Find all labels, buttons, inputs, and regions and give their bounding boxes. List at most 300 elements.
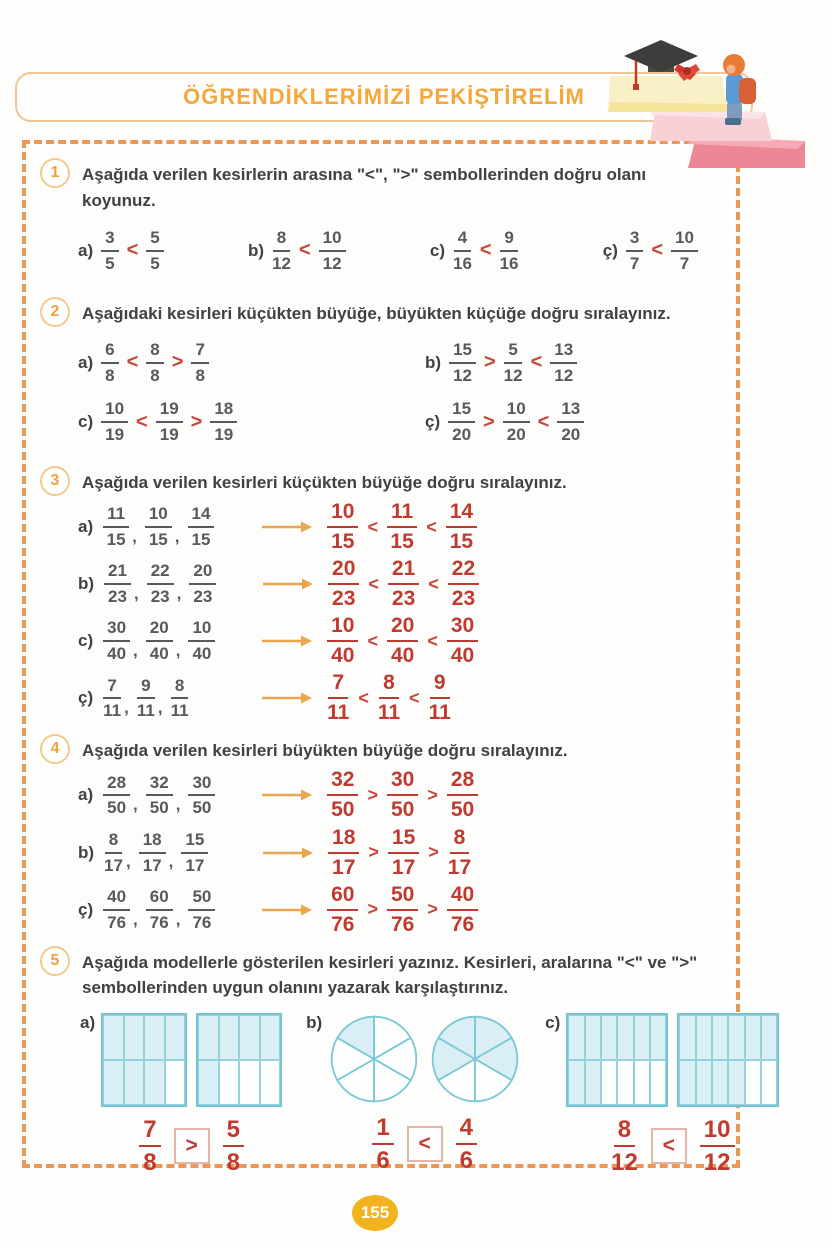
fraction <box>146 341 163 385</box>
fraction <box>223 1117 244 1175</box>
grid-fraction-model <box>196 1013 282 1107</box>
model-cell <box>728 1015 744 1060</box>
fraction <box>189 562 216 606</box>
fraction <box>429 672 451 724</box>
model-cell <box>568 1015 584 1060</box>
numerator: 21 <box>388 558 419 585</box>
model-cell <box>650 1015 666 1060</box>
denominator: 8 <box>150 365 160 385</box>
page-number-badge <box>352 1195 398 1231</box>
exercise-item <box>78 341 395 385</box>
numerator: 10 <box>671 229 698 252</box>
denominator: 15 <box>106 530 126 550</box>
numerator: 22 <box>448 558 479 585</box>
exercise-3-header <box>40 466 722 496</box>
denominator: 23 <box>108 587 127 607</box>
fraction <box>387 769 418 821</box>
fraction <box>101 400 128 444</box>
numerator: 7 <box>191 341 208 364</box>
fraction <box>504 341 523 385</box>
denominator: 11 <box>103 701 122 721</box>
fraction <box>387 501 417 553</box>
numerator: 3 <box>626 229 643 252</box>
denominator: 50 <box>149 798 169 818</box>
numerator: 30 <box>387 769 418 796</box>
numerator: 11 <box>387 501 417 528</box>
denominator: 11 <box>327 701 350 725</box>
fraction <box>448 400 475 444</box>
exercise-item <box>603 229 698 273</box>
comparison-row <box>101 1117 282 1175</box>
denominator: 6 <box>376 1146 390 1174</box>
denominator: 8 <box>226 1148 240 1176</box>
answer-box: < <box>407 1126 443 1162</box>
exercise-item <box>78 769 722 821</box>
grid-fraction-model <box>677 1013 779 1107</box>
fraction <box>328 827 359 879</box>
item-label: c) <box>78 631 94 651</box>
exercise-instruction: Aşağıda verilen kesirlerin arasına "<", ">" sembollerinden doğru olanı koyunuz. <box>82 165 647 210</box>
model-cell <box>634 1060 650 1105</box>
fraction <box>447 769 478 821</box>
numerator: 20 <box>387 615 418 642</box>
fraction <box>103 505 129 549</box>
denominator: 5 <box>150 253 160 273</box>
numerator: 32 <box>327 769 358 796</box>
numerator: 13 <box>550 341 577 364</box>
model-cell <box>679 1060 695 1105</box>
numerator: 7 <box>328 672 348 699</box>
fraction <box>327 501 358 553</box>
fraction <box>446 501 477 553</box>
exercise-item <box>78 615 722 667</box>
model-cell <box>634 1015 650 1060</box>
model-group <box>306 1013 521 1173</box>
denominator: 8 <box>105 365 115 385</box>
comma: , <box>133 641 138 661</box>
comma: , <box>132 526 137 546</box>
denominator: 76 <box>331 912 355 936</box>
denominator: 17 <box>332 855 356 879</box>
fraction <box>171 677 189 721</box>
exercise-4 <box>40 734 722 935</box>
denominator: 17 <box>447 855 472 879</box>
denominator: 11 <box>170 701 189 721</box>
given-fractions <box>104 831 262 875</box>
exercise-3-items <box>40 501 722 724</box>
arrow-icon <box>262 846 314 860</box>
given-fractions <box>103 677 261 721</box>
numerator: 9 <box>137 677 154 700</box>
comparison-symbol: < <box>479 239 492 262</box>
exercise-instruction: Aşağıda modellerle gösterilen kesirleri yazınız. Kesirleri, aralarına "<" ve ">" sembollerinden uygun olanını yazarak karşılaştırınız. <box>82 952 698 998</box>
comma: , <box>175 909 181 929</box>
model-group <box>80 1013 282 1175</box>
arrow-icon <box>261 788 313 802</box>
answer-box: > <box>174 1128 210 1164</box>
model-cell <box>239 1015 260 1060</box>
numerator: 7 <box>139 1117 160 1147</box>
denominator: 15 <box>191 530 211 550</box>
fraction <box>700 1117 735 1175</box>
model-cell <box>103 1015 124 1060</box>
comparison-symbol: < <box>426 516 437 537</box>
exercise-item <box>395 341 712 385</box>
item-label: a) <box>78 785 94 805</box>
model-cell <box>585 1015 601 1060</box>
exercise-2 <box>40 297 722 456</box>
comma: , <box>176 584 182 604</box>
student-books-illustration <box>600 18 810 168</box>
fraction <box>147 562 174 606</box>
fraction <box>103 677 121 721</box>
numerator: 10 <box>327 615 358 642</box>
numerator: 8 <box>379 672 399 699</box>
model-cell <box>617 1015 633 1060</box>
fraction <box>319 229 346 273</box>
comparison-symbol: > <box>483 410 495 433</box>
answer-fractions <box>327 884 478 936</box>
numerator: 11 <box>103 505 129 528</box>
numerator: 18 <box>139 831 166 854</box>
model-cell <box>761 1060 777 1105</box>
fraction <box>145 505 172 549</box>
exercise-5-items <box>40 1005 731 1176</box>
denominator: 40 <box>149 644 169 664</box>
model-cell <box>601 1060 617 1105</box>
fraction <box>671 229 698 273</box>
comparison-symbol: > <box>427 899 438 920</box>
comparison-symbol: < <box>530 351 543 374</box>
comparison-symbol: < <box>126 351 139 374</box>
model-inner <box>328 1013 521 1173</box>
model-inner <box>101 1013 282 1175</box>
arrow-icon <box>261 520 313 534</box>
comparison-row <box>328 1115 521 1173</box>
model-cell <box>239 1060 260 1105</box>
denominator: 40 <box>107 644 127 664</box>
model-cell <box>144 1060 165 1105</box>
item-label: b) <box>306 1012 323 1032</box>
numerator: 3 <box>101 229 118 252</box>
denominator: 8 <box>143 1148 157 1176</box>
fraction <box>272 229 291 273</box>
circle-fraction-model <box>328 1013 420 1105</box>
item-label: ç) <box>602 240 618 260</box>
given-fractions <box>103 505 261 549</box>
given-fractions <box>103 774 261 818</box>
exercise-4-items <box>40 769 722 935</box>
comparison-symbol: < <box>367 630 378 651</box>
exercise-instruction: Aşağıdaki kesirleri küçükten büyüğe, büyükten küçüğe doğru sıralayınız. <box>82 303 671 323</box>
fraction <box>101 341 118 385</box>
fraction <box>447 615 478 667</box>
fraction <box>387 615 418 667</box>
comparison-symbol: > <box>171 351 184 374</box>
denominator: 50 <box>450 798 475 822</box>
comparison-symbol: < <box>651 239 664 262</box>
comparison-symbol: < <box>428 573 439 594</box>
comma: , <box>175 641 181 661</box>
denominator: 40 <box>391 644 415 668</box>
fraction <box>188 774 215 818</box>
denominator: 11 <box>428 701 451 725</box>
denominator: 23 <box>332 587 356 611</box>
fraction <box>611 1117 638 1175</box>
fraction <box>447 884 478 936</box>
model-cell <box>761 1015 777 1060</box>
fraction <box>139 1117 160 1175</box>
numerator: 6 <box>101 341 118 364</box>
numerator: 15 <box>449 341 476 364</box>
comparison-symbol: > <box>367 784 378 805</box>
denominator: 23 <box>451 587 476 611</box>
denominator: 12 <box>503 365 523 385</box>
comparison-symbol: < <box>136 410 148 433</box>
denominator: 15 <box>331 530 355 554</box>
model-cell <box>745 1015 761 1060</box>
fraction <box>448 558 479 610</box>
numerator: 21 <box>104 562 131 585</box>
model-cell <box>260 1015 281 1060</box>
item-label: a) <box>80 1012 96 1032</box>
answer-fractions <box>328 558 479 610</box>
denominator: 12 <box>703 1148 731 1176</box>
fraction <box>500 229 519 273</box>
comparison-row <box>566 1117 779 1175</box>
comparison-symbol: < <box>126 239 139 262</box>
denominator: 23 <box>150 587 170 607</box>
denominator: 23 <box>391 587 416 611</box>
denominator: 16 <box>452 253 472 273</box>
fraction <box>327 884 358 936</box>
comparison-symbol: < <box>358 687 369 708</box>
numerator: 22 <box>147 562 174 585</box>
numerator: 7 <box>103 677 120 700</box>
fraction <box>327 769 358 821</box>
fraction <box>139 831 166 875</box>
numerator: 60 <box>327 884 358 911</box>
numerator: 19 <box>156 400 183 423</box>
denominator: 15 <box>148 530 168 550</box>
denominator: 5 <box>105 253 115 273</box>
model-cell <box>124 1015 145 1060</box>
comma: , <box>124 698 129 718</box>
denominator: 40 <box>192 644 212 664</box>
exercise-item <box>78 229 164 273</box>
exercise-item <box>78 558 722 610</box>
fraction <box>146 619 173 663</box>
denominator: 20 <box>561 425 581 445</box>
models-row <box>328 1013 521 1105</box>
numerator: 28 <box>447 769 478 796</box>
numerator: 30 <box>447 615 478 642</box>
numerator: 4 <box>456 1115 477 1145</box>
numerator: 28 <box>103 774 130 797</box>
fraction <box>146 774 173 818</box>
exercise-number: 5 <box>40 946 70 976</box>
numerator: 14 <box>446 501 477 528</box>
denominator: 7 <box>679 253 690 273</box>
model-cell <box>601 1015 617 1060</box>
model-cell <box>103 1060 124 1105</box>
fraction <box>388 827 419 879</box>
numerator: 1 <box>372 1115 393 1145</box>
comma: , <box>133 909 138 929</box>
numerator: 5 <box>146 229 163 252</box>
model-inner <box>566 1013 779 1175</box>
denominator: 50 <box>192 798 212 818</box>
comparison-symbol: < <box>409 687 420 708</box>
exercise-item <box>78 501 722 553</box>
exercise-1 <box>40 158 722 287</box>
comparison-symbol: > <box>428 842 439 863</box>
numerator: 5 <box>504 341 521 364</box>
exercise-1-items <box>40 217 722 287</box>
given-fractions <box>103 619 261 663</box>
fraction <box>101 229 118 273</box>
model-cell <box>679 1015 695 1060</box>
fraction <box>188 505 215 549</box>
fraction <box>137 677 155 721</box>
exercise-number: 1 <box>40 158 70 188</box>
denominator: 19 <box>159 425 179 445</box>
numerator: 8 <box>614 1117 635 1147</box>
numerator: 15 <box>388 827 419 854</box>
numerator: 10 <box>101 400 128 423</box>
arrow-icon <box>262 577 314 591</box>
exercise-instruction: Aşağıda verilen kesirleri küçükten büyüğe doğru sıralayınız. <box>82 473 567 493</box>
fraction <box>188 619 215 663</box>
grid-fraction-model <box>566 1013 668 1107</box>
numerator: 9 <box>430 672 450 699</box>
numerator: 20 <box>189 562 216 585</box>
exercise-2-items <box>40 331 722 456</box>
exercise-item <box>248 229 346 273</box>
exercise-number: 2 <box>40 297 70 327</box>
denominator: 15 <box>449 530 474 554</box>
comma: , <box>125 852 131 872</box>
answer-fractions <box>327 501 477 553</box>
numerator: 20 <box>328 558 359 585</box>
exercise-item <box>78 672 722 724</box>
model-cell <box>585 1060 601 1105</box>
numerator: 8 <box>171 677 188 700</box>
numerator: 4 <box>454 229 471 252</box>
numerator: 32 <box>146 774 173 797</box>
fraction <box>327 615 358 667</box>
denominator: 76 <box>192 912 212 932</box>
denominator: 12 <box>322 253 342 273</box>
fraction <box>103 888 130 932</box>
denominator: 50 <box>391 798 415 822</box>
numerator: 10 <box>327 501 358 528</box>
model-cell <box>712 1060 728 1105</box>
page-title: ÖĞRENDİKLERİMİZİ PEKİŞTİRELİM <box>183 84 585 109</box>
model-cell <box>728 1060 744 1105</box>
circle-fraction-model <box>429 1013 521 1105</box>
grid-fraction-model <box>101 1013 187 1107</box>
fraction <box>456 1115 477 1173</box>
denominator: 8 <box>195 365 205 385</box>
model-cell <box>165 1015 186 1060</box>
fraction <box>453 229 472 273</box>
denominator: 76 <box>450 912 475 936</box>
fraction <box>103 619 130 663</box>
numerator: 15 <box>448 400 475 423</box>
exercise-item <box>78 827 722 879</box>
numerator: 8 <box>450 827 470 854</box>
numerator: 5 <box>223 1117 244 1147</box>
model-cell <box>144 1015 165 1060</box>
numerator: 40 <box>103 888 130 911</box>
comma: , <box>133 795 138 815</box>
denominator: 20 <box>506 425 526 445</box>
comma: , <box>157 698 163 718</box>
item-label: ç) <box>425 412 441 432</box>
arrow-icon <box>261 691 313 705</box>
numerator: 8 <box>273 229 290 252</box>
denominator: 17 <box>185 855 205 875</box>
model-cell <box>650 1060 666 1105</box>
answer-box: < <box>651 1128 687 1164</box>
fraction <box>188 888 215 932</box>
fraction <box>550 341 577 385</box>
model-cell <box>219 1060 240 1105</box>
exercise-5 <box>40 946 731 1176</box>
denominator: 12 <box>611 1148 638 1176</box>
denominator: 12 <box>272 253 291 273</box>
item-label: c) <box>429 240 445 260</box>
comparison-symbol: < <box>367 516 378 537</box>
item-label: ç) <box>78 899 94 919</box>
numerator: 10 <box>700 1117 735 1147</box>
comparison-symbol: > <box>427 784 438 805</box>
model-cell <box>696 1015 712 1060</box>
numerator: 10 <box>319 229 346 252</box>
exercise-number: 3 <box>40 466 70 496</box>
item-label: c) <box>545 1012 561 1032</box>
exercise-item <box>430 229 519 273</box>
fraction <box>104 831 123 875</box>
denominator: 17 <box>391 855 416 879</box>
exercises-box <box>22 140 740 1176</box>
comma: , <box>133 584 139 604</box>
answer-fractions <box>327 769 478 821</box>
exercise-2-header <box>40 297 722 327</box>
fraction <box>181 831 208 875</box>
model-cell <box>696 1060 712 1105</box>
fraction <box>146 229 163 273</box>
fraction <box>378 672 400 724</box>
model-cell <box>124 1060 145 1105</box>
model-cell <box>198 1060 219 1105</box>
fraction <box>503 400 530 444</box>
exercise-3 <box>40 466 722 724</box>
numerator: 9 <box>500 229 517 252</box>
denominator: 23 <box>193 587 213 607</box>
comparison-symbol: < <box>368 573 379 594</box>
comparison-symbol: < <box>298 239 311 262</box>
fraction <box>328 558 359 610</box>
fraction <box>387 884 418 936</box>
numerator: 8 <box>146 341 163 364</box>
exercise-number: 4 <box>40 734 70 764</box>
exercise-4-header <box>40 734 722 764</box>
answer-fractions <box>327 672 451 724</box>
model-cell <box>568 1060 584 1105</box>
numerator: 30 <box>103 619 130 642</box>
